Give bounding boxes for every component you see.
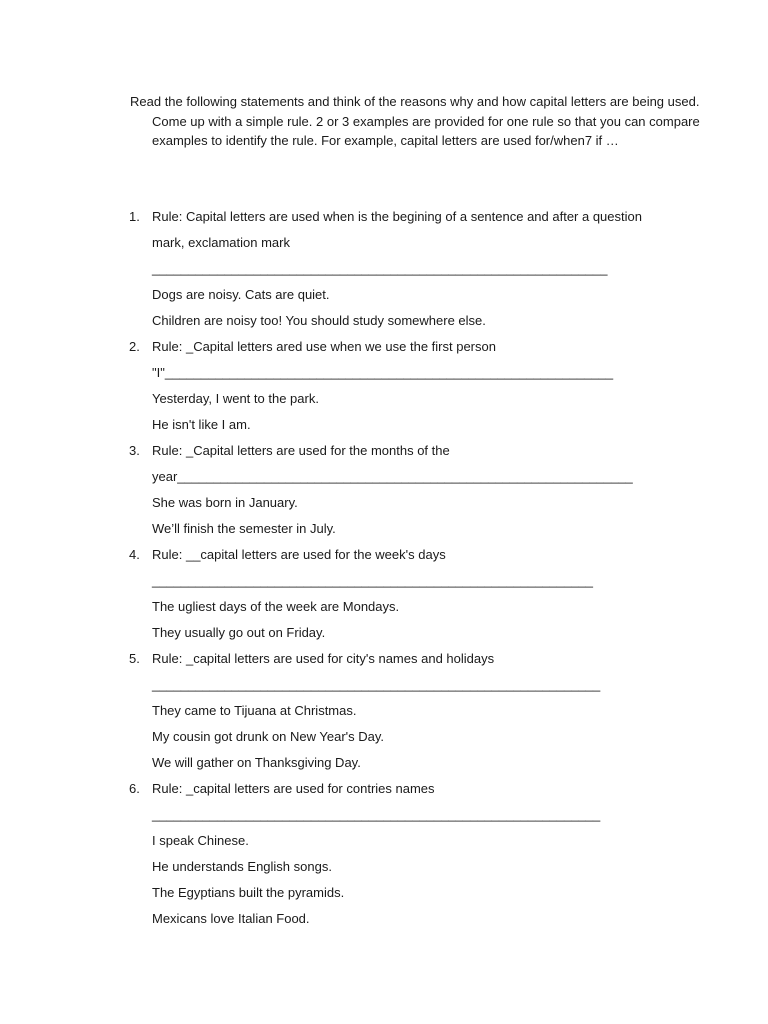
rule-text-line: Rule: __capital letters are used for the week's days xyxy=(152,547,446,562)
example-sentence: We will gather on Thanksgiving Day. xyxy=(152,755,361,770)
example-sentence: The ugliest days of the week are Mondays. xyxy=(152,599,400,614)
rule-number: 5. xyxy=(129,651,140,666)
rule-number: 2. xyxy=(129,339,140,354)
example-sentence: Children are noisy too! You should study somewhere else. xyxy=(152,313,486,328)
example-sentence: Dogs are noisy. Cats are quiet. xyxy=(152,287,330,302)
example-sentence: They usually go out on Friday. xyxy=(152,625,326,640)
rule-text-line: Rule: _capital letters are used for contries names xyxy=(152,781,435,796)
example-sentence: The Egyptians built the pyramids. xyxy=(152,885,345,900)
rule-text-line: Rule: Capital letters are used when is the begining of a sentence and after a question xyxy=(152,209,642,224)
rule-text-line: year_______________________________________________________________ xyxy=(152,469,633,484)
rule-text-line: Rule: _Capital letters are used for the months of the xyxy=(152,443,450,458)
answer-blank-line: _____________________________________________________________ xyxy=(152,573,594,588)
example-sentence: We’ll finish the semester in July. xyxy=(152,521,336,536)
example-sentence: Mexicans love Italian Food. xyxy=(152,911,310,926)
answer-blank-line: _______________________________________________________________ xyxy=(152,261,608,276)
answer-blank-line: ______________________________________________________________ xyxy=(152,807,601,822)
instructions-paragraph: Read the following statements and think of the reasons why and how capital letters are being used. Come up with a simple rule. 2 or 3 examples are provided for one rule so that you can compare examples to identify the rule. For example, capital letters are used for/when7 if … xyxy=(130,94,700,148)
example-sentence: My cousin got drunk on New Year's Day. xyxy=(152,729,385,744)
rule-number: 4. xyxy=(129,547,140,562)
example-sentence: I speak Chinese. xyxy=(152,833,249,848)
rule-number: 6. xyxy=(129,781,140,796)
example-sentence: They came to Tijuana at Christmas. xyxy=(152,703,357,718)
rule-number: 3. xyxy=(129,443,140,458)
rule-text-line: "I"______________________________________________________________ xyxy=(152,365,614,380)
example-sentence: He understands English songs. xyxy=(152,859,332,874)
example-sentence: He isn't like I am. xyxy=(152,417,251,432)
rule-number: 1. xyxy=(129,209,140,224)
rule-text-line: Rule: _capital letters are used for city's names and holidays xyxy=(152,651,495,666)
rule-text-line: Rule: _Capital letters ared use when we use the first person xyxy=(152,339,496,354)
example-sentence: She was born in January. xyxy=(152,495,298,510)
rule-text-line: mark, exclamation mark xyxy=(152,235,290,250)
answer-blank-line: ______________________________________________________________ xyxy=(152,677,601,692)
example-sentence: Yesterday, I went to the park. xyxy=(152,391,319,406)
